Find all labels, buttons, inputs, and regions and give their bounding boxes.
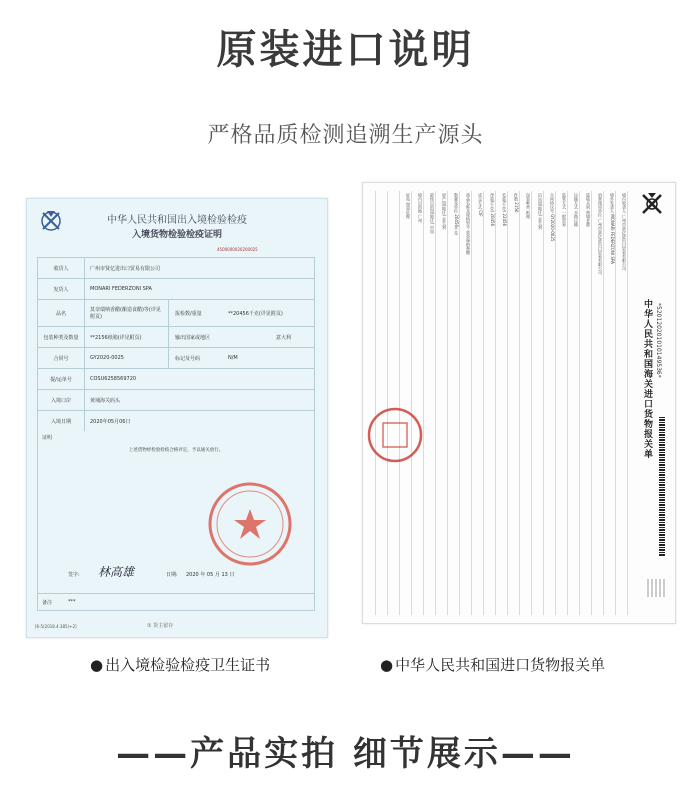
declaration-field: 境内收货人 广州市贤亿进出口贸易有限公司: [622, 193, 627, 271]
bullet-icon: ●: [380, 656, 394, 674]
caption-right: [380, 654, 605, 675]
remark-row: [37, 594, 315, 611]
table-row: [37, 326, 315, 347]
row-mid-label: 报检数/重量: [168, 300, 202, 326]
declaration-number: *520120201010149536*: [655, 303, 662, 378]
barcode: [659, 417, 665, 557]
table-row: [37, 368, 315, 389]
caption-right-text: 中华人民共和国进口货物报关单: [395, 656, 606, 674]
row-label: 发货人: [38, 279, 85, 299]
row-mid-label: 输出国家或地区: [168, 327, 210, 347]
row-label: 入境口岸: [38, 390, 85, 410]
row-value: COSU6258569720: [90, 376, 137, 382]
declaration-field: 合同协议号 GY2020-0025: [550, 193, 555, 242]
declaration-field: 征免 照章征税: [406, 193, 411, 219]
row-mid-value: N/M: [228, 355, 238, 361]
table-row: [37, 410, 315, 431]
table-row: [37, 347, 315, 368]
row-label: 包装种类及数量: [38, 327, 85, 347]
row-mid-label: 标记及号码: [168, 348, 200, 368]
declaration-field: 境内目的地 广州: [418, 193, 423, 223]
row-label: 入境日期: [38, 411, 85, 431]
declaration-field: 净重(千克) 20456: [490, 193, 495, 227]
form-grid-lines: [375, 191, 633, 615]
declaration-field: 境外发货人 MONARI FEDERZONI SPA: [610, 193, 615, 264]
form-code: [6-5(2018.4.385)+2]: [35, 624, 77, 629]
declaration-field: 成交方式 CIF: [478, 193, 483, 217]
bullet-icon: ●: [90, 656, 104, 674]
table-row: [37, 389, 315, 410]
certification-statement: 上述货物经检验检疫合格评定，予以通关放行。: [128, 448, 224, 453]
row-value: GY2020-0025: [90, 355, 124, 361]
official-seal-icon: [205, 479, 295, 569]
declaration-field: 数量及单位 20456千克: [454, 193, 459, 235]
customs-declaration: [362, 182, 676, 624]
table-row: [37, 299, 315, 326]
row-label: 提/运单号: [38, 369, 85, 389]
date-label: 日期:: [166, 572, 178, 578]
customs-emblem-icon: [639, 191, 665, 217]
declaration-field: 消费使用单位 广州市贤亿进出口贸易有限公司: [598, 193, 603, 275]
declaration-field: 毛重(千克) 22456: [502, 193, 507, 227]
row-value: MONARI FEDERZONI SPA: [90, 286, 152, 292]
row-mid-value: 意大利: [276, 334, 292, 341]
row-value: 黄埔海关码头: [90, 397, 121, 404]
declaration-field: 最终目的国(地区) 中国: [430, 193, 435, 234]
row-mid-value: **20456千克(详见附页): [228, 310, 283, 317]
section-title: ——产品实拍 细节展示——: [116, 734, 575, 774]
declaration-field: 进境关别 黄埔老港: [586, 193, 591, 227]
remark-value: ***: [68, 599, 76, 605]
certificate-issuer: 中华人民共和国出入境检验检疫: [107, 215, 247, 226]
table-row: [37, 257, 315, 278]
declaration-field: 原产国(地区) 意大利: [442, 193, 447, 230]
row-label: 品名: [38, 300, 85, 326]
declaration-field: 商品名称及规格型号 莫奈瑞纳香醋: [466, 193, 471, 255]
row-value: 2020年05月06日: [90, 418, 131, 425]
signature-label: 签字:: [68, 572, 80, 578]
certification-label: 证明: [42, 435, 53, 441]
declaration-field: 包装种类 纸箱: [526, 193, 531, 219]
row-label: 合同号: [38, 348, 85, 368]
declaration-field: 监管方式 一般贸易: [562, 193, 567, 227]
row-value: 莫奈瑞纳香醋(酿造食醋)等(详见附页): [90, 307, 161, 320]
copy-note: ① 货主留存: [147, 623, 174, 629]
declaration-title: 中华人民共和国海关进口货物报关单: [642, 299, 652, 459]
customs-seal-icon: [365, 405, 425, 465]
certificate-serial: 4500000020200025: [217, 247, 258, 252]
signature-date: 2020 年 05 月 13 日: [186, 572, 235, 578]
row-value: **2156纸箱(详见附页): [90, 334, 142, 341]
qr-code: [647, 579, 665, 597]
declaration-field: 件数 2156: [514, 193, 519, 213]
signature-name: 林高雄: [98, 565, 135, 579]
row-value: 广州市贤亿进出口贸易有限公司: [90, 265, 161, 272]
inspection-certificate: [26, 198, 328, 638]
page-title: 原装进口说明: [216, 27, 475, 73]
caption-left: [90, 654, 270, 675]
table-row: [37, 278, 315, 299]
page-subtitle: 严格品质检测追溯生产源头: [207, 123, 484, 148]
caption-left-text: 出入境检验检疫卫生证书: [105, 656, 271, 674]
remark-label: 备注: [42, 600, 53, 606]
certificate-title: 入境货物检验检疫证明: [131, 230, 222, 240]
row-label: 收货人: [38, 258, 85, 278]
declaration-field: 启运国(地区) 意大利: [538, 193, 543, 230]
declaration-field: 运输方式 水路运输: [574, 193, 579, 227]
